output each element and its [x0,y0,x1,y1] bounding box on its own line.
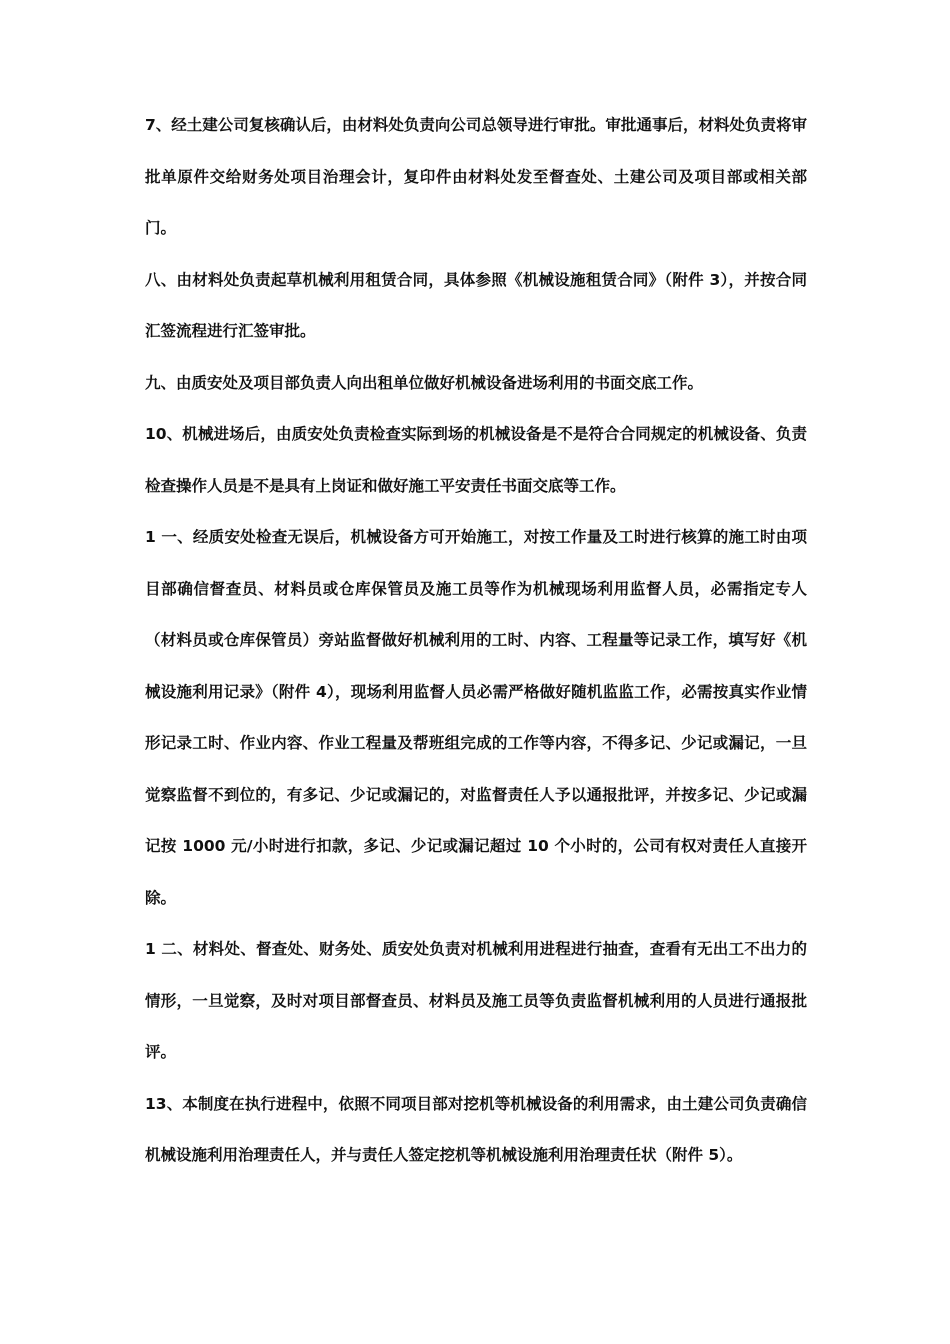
paragraph-8: 八、由材料处负责起草机械利用租赁合同，具体参照《机械设施租赁合同》（附件 3），并按合同汇签流程进行汇签审批。 [145,270,807,340]
paragraph-9: 九、由质安处及项目部负责人向出租单位做好机械设备进场利用的书面交底工作。 [145,373,704,392]
paragraph-13: 13、本制度在执行进程中，依照不同项目部对挖机等机械设备的利用需求，由土建公司负责确信机械设施利用治理责任人，并与责任人签定挖机等机械设施利用治理责任状（附件 5）。 [145,1094,807,1164]
document-body [145,100,807,1182]
paragraph-12: 1 二、材料处、督查处、财务处、质安处负责对机械利用进程进行抽查，查看有无出工不出力的情形，一旦觉察，及时对项目部督查员、材料员及施工员等负责监督机械利用的人员进行通报批评。 [145,940,807,1061]
paragraph-7: 7、经土建公司复核确认后，由材料处负责向公司总领导进行审批。审批通事后，材料处负责将审批单原件交给财务处项目治理会计，复印件由材料处发至督查处、土建公司及项目部或相关部门。 [145,116,807,237]
paragraph-11: 1 一、经质安处检查无误后，机械设备方可开始施工，对按工作量及工时进行核算的施工时由项目部确信督查员、材料员或仓库保管员及施工员等作为机械现场利用监督人员，必需指定专人（材料员或仓库保管员）旁站监督做好机械利用的工时、内容、工程量等记录工作，填写好《机械设施利用记录》（附件 4），现场利用监督人员必需严格做好随机监监工作，必需按真实作业情形记录工时、作业内容、作业工程量及帮班组完成的工作等内容，不得多记、少记或漏记，一旦觉察监督不到位的，有多记、少记或漏记的，对监督责任人予以通报批评，并按多记、少记或漏记按 1000 元/小时进行扣款，多记、少记或漏记超过 10 个小时的，公司有权对责任人直接开除。 [145,528,807,907]
paragraph-10: 10、机械进场后，由质安处负责检查实际到场的机械设备是不是符合合同规定的机械设备、负责检查操作人员是不是具有上岗证和做好施工平安责任书面交底等工作。 [145,425,807,495]
